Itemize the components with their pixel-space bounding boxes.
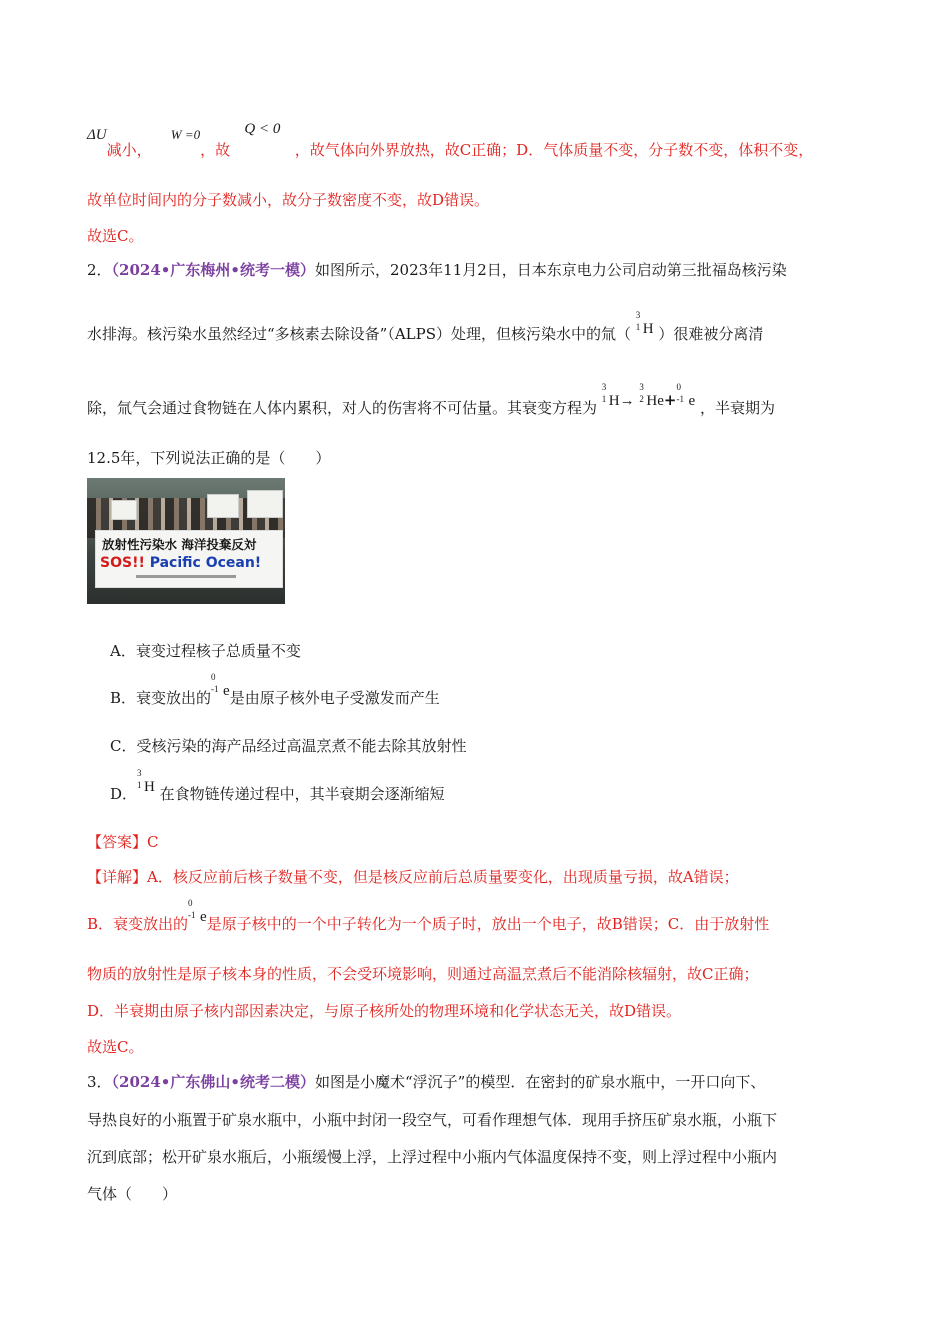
nuclide-mass: 0 [188, 898, 193, 908]
nuclide-symbol: H [144, 779, 155, 795]
option-a: A．衰变过程核子总质量不变 [110, 642, 301, 660]
nuclide-charge: 2 [639, 394, 644, 404]
detail-line-2 [87, 898, 770, 935]
option-d [110, 768, 445, 805]
option-d-text-2: 在食物链传递过程中，其半衰期会逐渐缩短 [159, 785, 445, 803]
placard-fine-print [136, 575, 236, 578]
decay-equation [597, 382, 700, 409]
nuclide-charge: 1 [601, 394, 607, 404]
detail-text-1: A．核反应前后核子数量不变，但是核反应前后总质量要变化，出现质量亏损，故A错误； [147, 868, 739, 886]
q2-text-2a: 水排海。核污染水虽然经过“多核素去除设备”（ALPS）处理，但核污染水中的氚（ [87, 325, 632, 343]
q2-source: （2024•广东梅州•统考一模） [111, 261, 315, 279]
nuclide-charge: 1 [137, 780, 142, 790]
q3-line-1 [87, 1072, 765, 1092]
q3-line-3: 沉到底部；松开矿泉水瓶后，小瓶缓慢上浮，上浮过程中小瓶内气体温度保持不变，则上浮过程中小瓶内 [87, 1148, 778, 1166]
nuclide-mass: 0 [211, 672, 216, 682]
nuclide-charge: -1 [188, 910, 196, 920]
formula-q-negative: Q < 0 [244, 121, 281, 137]
q2-number: 2． [87, 261, 112, 279]
detail-line-4: D．半衰期由原子核内部因素决定，与原子核所处的物理环境和化学状态无关，故D错误。 [87, 1002, 682, 1020]
detail-label: 【详解】 [87, 868, 148, 886]
q2-line-3 [87, 382, 775, 419]
option-b [110, 672, 440, 709]
nuclide-symbol: e [688, 393, 696, 409]
nuclide-mass: 3 [639, 382, 644, 392]
placard-headline: 放射性污染水 海洋投棄反対 [102, 537, 257, 552]
small-sign [207, 494, 239, 518]
nuclide-tritium [137, 768, 155, 797]
answer: 【答案】C [87, 833, 159, 851]
placard-sos: SOS!! [100, 555, 145, 571]
q2-line-4: 12.5年，下列说法正确的是（ ） [87, 449, 331, 467]
q2-line-2 [87, 310, 764, 345]
placard-slogan [100, 555, 261, 571]
detail-line-1 [87, 867, 739, 887]
nuclide-mass: 3 [601, 382, 607, 392]
detail-line-3: 物质的放射性是原子核本身的性质，不会受环境影响，则通过高温烹煮后不能消除核辐射，故C正确； [87, 965, 759, 983]
nuclide-mass: 3 [635, 310, 641, 320]
placard-ocean: Pacific Ocean! [149, 555, 262, 571]
option-d-text-1: D． [110, 785, 138, 803]
option-b-text-2: 是由原子核外电子受激发而产生 [229, 689, 440, 707]
q2-text-2b: ）很难被分离清 [658, 325, 764, 343]
q3-number: 3． [87, 1073, 112, 1091]
nuclide-electron [188, 898, 207, 927]
text-jianxiao: 减小， [106, 141, 152, 159]
q3-line-4: 气体（ ） [87, 1185, 178, 1203]
option-c: C．受核污染的海产品经过高温烹煮不能去除其放射性 [110, 737, 467, 755]
plus-symbol: + [663, 391, 677, 409]
nuclide-charge: -1 [211, 684, 219, 694]
protest-photo [87, 478, 285, 604]
nuclide-symbol: He [646, 393, 664, 409]
small-sign [247, 490, 283, 518]
option-b-text-1: B．衰变放出的 [110, 689, 212, 707]
detail-text-2b: 是原子核中的一个中子转化为一个质子时，放出一个电子，故B错误；C．由于放射性 [206, 915, 770, 933]
q2-text-3a: 除，氚气会通过食物链在人体内累积，对人的伤害将不可估量。其衰变方程为 [87, 399, 598, 417]
nuclide-electron [211, 672, 230, 701]
detail-choice: 故选C。 [87, 1038, 144, 1056]
nuclide-electron [676, 382, 696, 411]
q2-text-3b: ，半衰期为 [699, 399, 775, 417]
nuclide-charge: -1 [676, 394, 684, 404]
nuclide-tritium [601, 382, 620, 411]
q1-conclusion-text: ，故气体向外界放热，故C正确；D．气体质量不变，分子数不变，体积不变， [294, 141, 814, 159]
q1-line-2: 故单位时间内的分子数减小，故分子数密度不变，故D错误。 [87, 191, 490, 209]
formula-w-zero: W =0 [170, 127, 201, 142]
q2-text-1: 如图所示，2023年11月2日，日本东京电力公司启动第三批福岛核污染 [314, 261, 787, 279]
arrow-symbol: → [619, 393, 635, 409]
q3-text-1: 如图是小魔术“浮沉子”的模型．在密封的矿泉水瓶中，一开口向下、 [314, 1073, 766, 1091]
nuclide-symbol: H [642, 321, 654, 337]
q1-line-1 [87, 121, 814, 161]
q2-line-1 [87, 260, 787, 280]
nuclide-helium [639, 382, 664, 411]
nuclide-symbol: H [608, 393, 620, 409]
q3-line-2: 导热良好的小瓶置于矿泉水瓶中，小瓶中封闭一段空气，可看作理想气体．现用手挤压矿泉水瓶，小瓶下 [87, 1111, 778, 1129]
small-sign [111, 500, 137, 520]
nuclide-charge: 1 [635, 322, 641, 332]
nuclide-symbol: e [223, 683, 230, 699]
nuclide-mass: 3 [137, 768, 142, 778]
text-comma-gu: ，故 [200, 141, 231, 159]
nuclide-symbol: e [200, 909, 207, 925]
nuclide-tritium [635, 310, 654, 339]
detail-text-2a: B．衰变放出的 [87, 915, 189, 933]
formula-delta-u: ΔU [87, 127, 107, 143]
nuclide-mass: 0 [676, 382, 681, 392]
protest-placard [95, 530, 283, 588]
q3-source: （2024•广东佛山•统考二模） [111, 1073, 315, 1091]
q1-choice: 故选C。 [87, 227, 144, 245]
